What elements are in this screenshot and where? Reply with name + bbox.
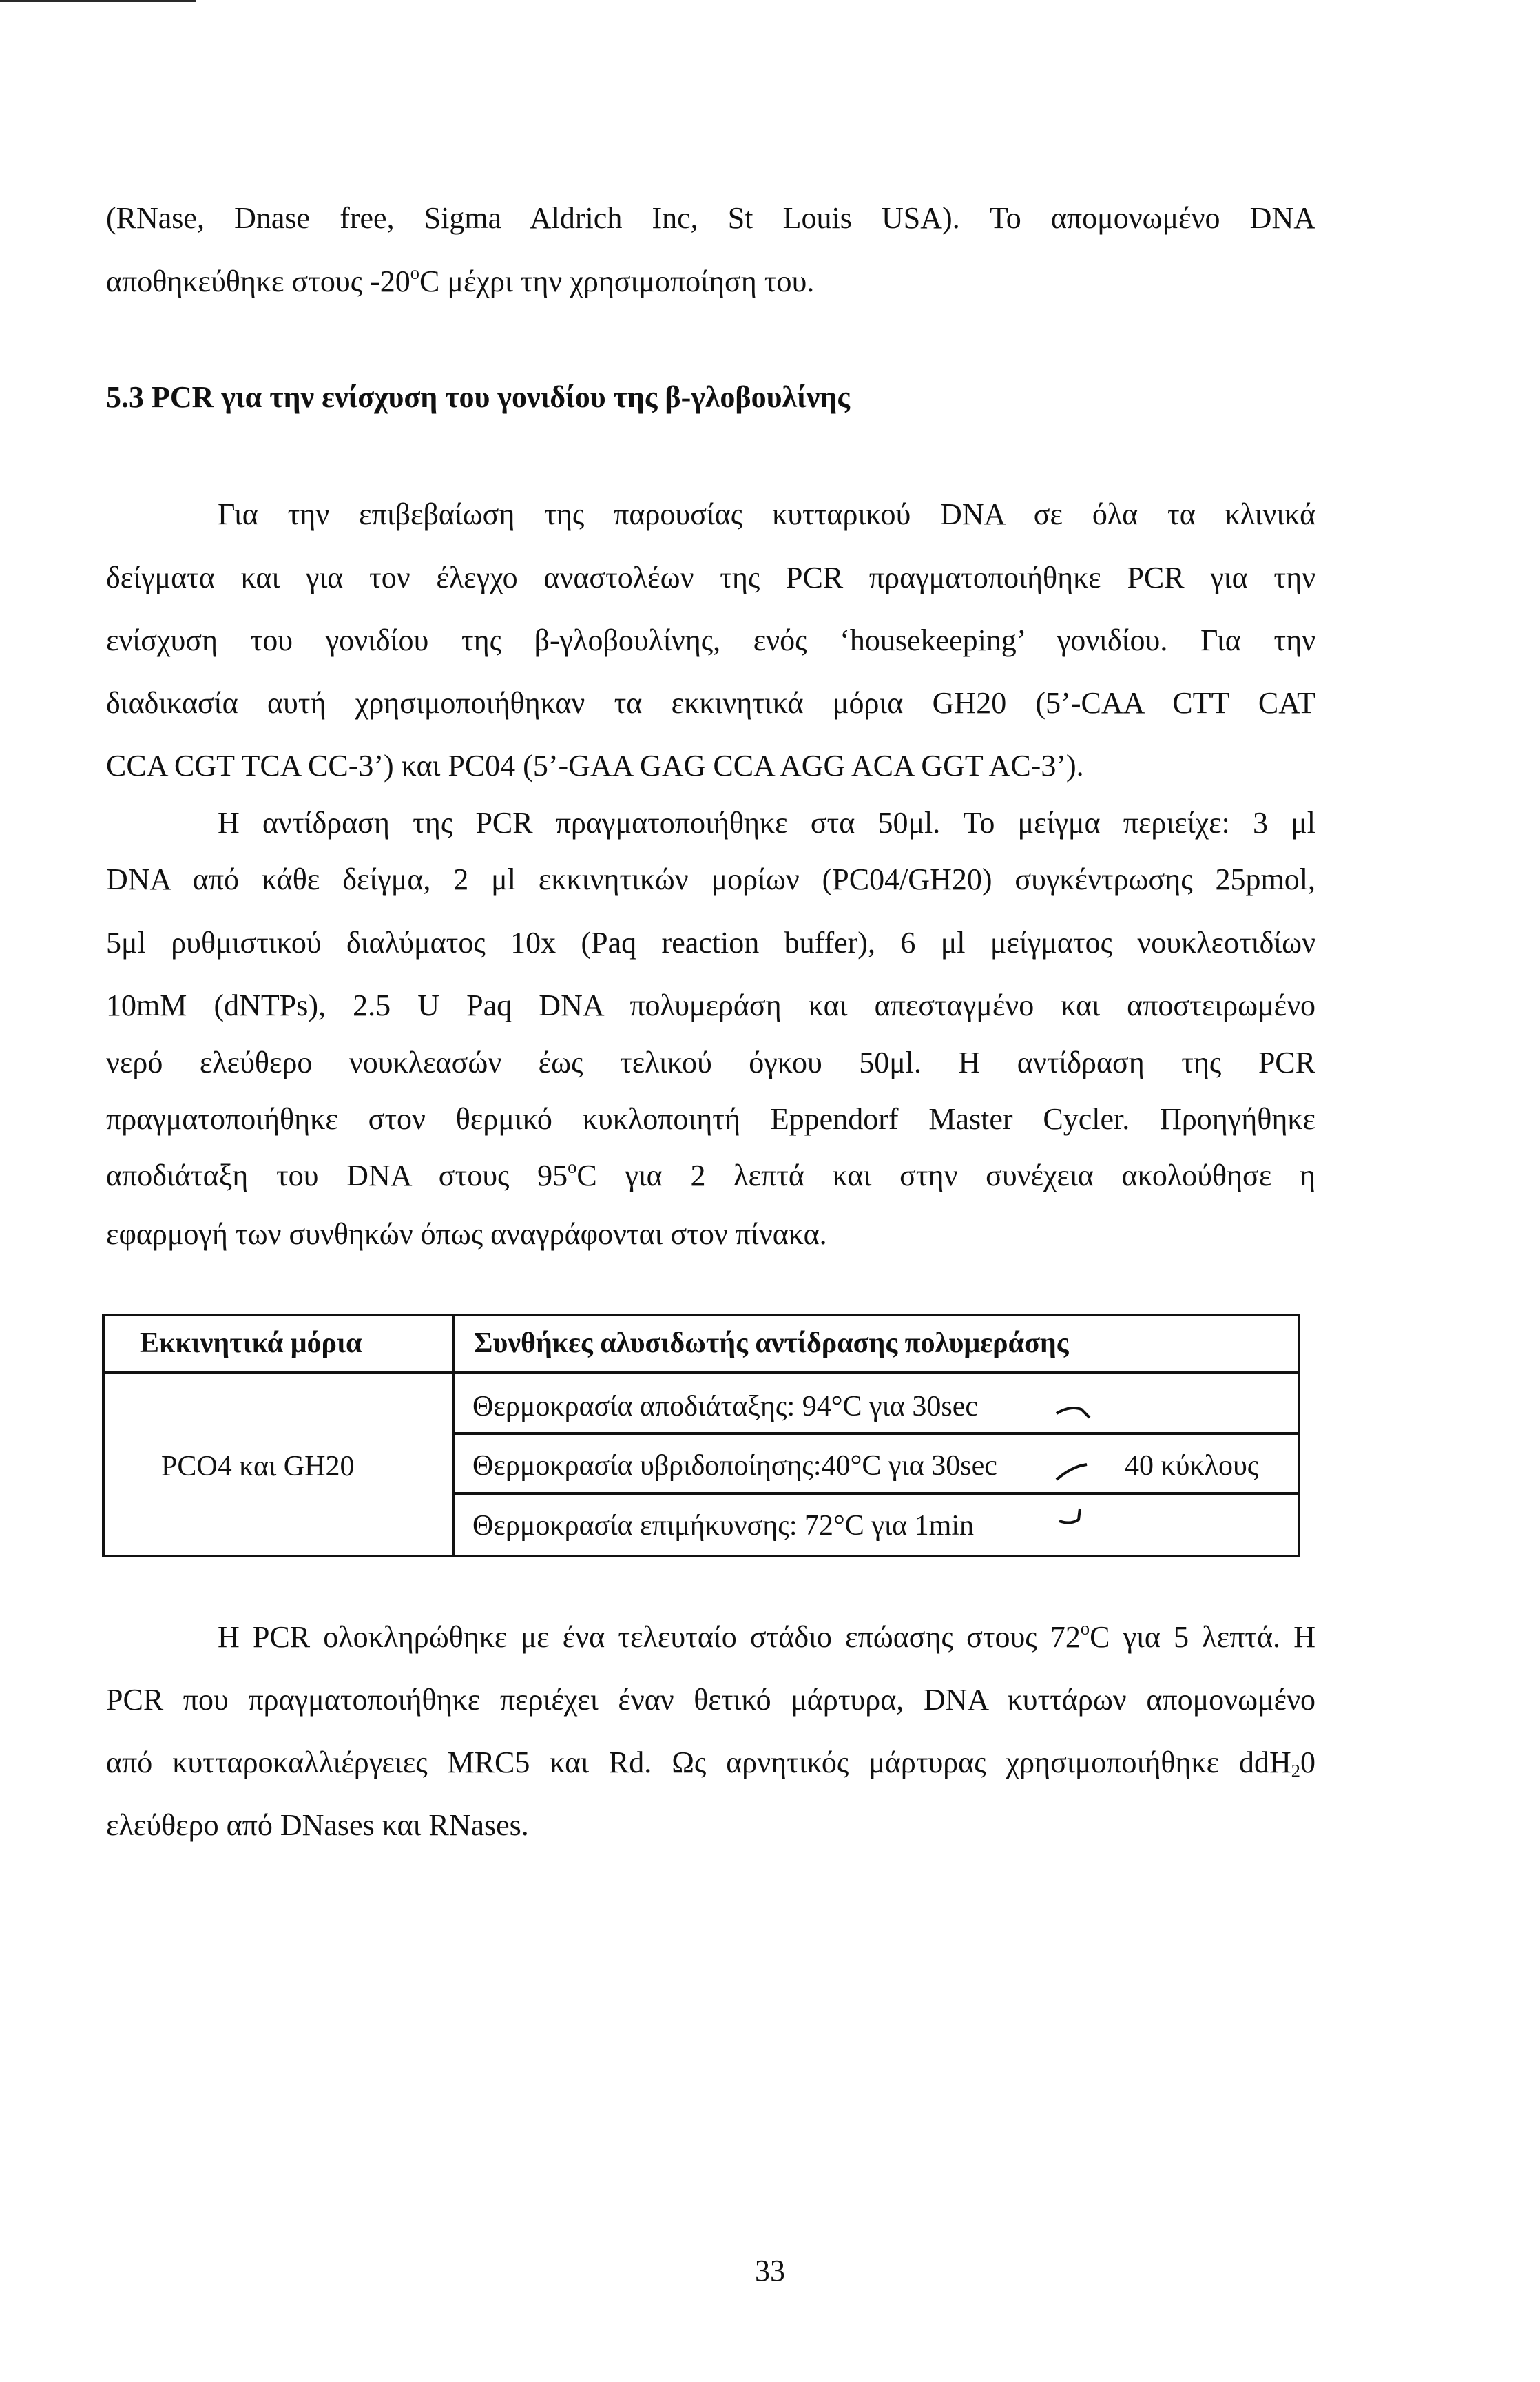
table-row-divider-1 <box>452 1432 1300 1435</box>
table-column-divider <box>452 1314 455 1557</box>
para3-line-3 <box>106 1744 1315 1781</box>
table-row-divider-2 <box>452 1492 1300 1495</box>
para3-line-2: PCR που πραγματοποιήθηκε περιέχει έναν θετικό μάρτυρα, DNA κυττάρων απομονωμένο <box>106 1683 1315 1717</box>
para3-line-4: ελεύθερο από DNases και RNases. <box>106 1808 529 1842</box>
para1-line-3: ενίσχυση του γονιδίου της β-γλοβουλίνης, ενός ‘housekeeping’ γονιδίου. Για την <box>106 623 1315 657</box>
table-cycles-cell: 40 κύκλους <box>1125 1450 1259 1482</box>
intro-line-2-text-b: C μέχρι την χρησιμοποίηση του. <box>419 265 815 298</box>
degree-sup: ο <box>568 1156 577 1177</box>
intro-line-2-text-a: αποθηκεύθηκε στους -20 <box>106 265 410 298</box>
page-number: 33 <box>755 2254 785 2288</box>
degree-sup: ο <box>410 262 419 283</box>
subscript-2: 2 <box>1291 1760 1300 1781</box>
para2-line-5: νερό ελεύθερο νουκλεασών έως τελικού όγκου 50μl. Η αντίδραση της PCR <box>106 1046 1315 1079</box>
pcr-conditions-table <box>102 1314 1300 1557</box>
table-denaturation-cell: Θερμοκρασία αποδιάταξης: 94°C για 30sec <box>472 1391 978 1422</box>
para2-line-4: 10mM (dNTPs), 2.5 U Paq DNA πολυμεράση και απεσταγμένο και αποστειρωμένο <box>106 988 1315 1022</box>
para3-line-1-b: C για 5 λεπτά. Η <box>1090 1620 1315 1654</box>
table-header-conditions: Συνθήκες αλυσιδωτής αντίδρασης πολυμεράσης <box>474 1327 1069 1359</box>
para2-line-8: εφαρμογή των συνθηκών όπως αναγράφονται στον πίνακα. <box>106 1217 827 1251</box>
para1-line-2: δείγματα και για τον έλεγχο αναστολέων της PCR πραγματοποιήθηκε PCR για την <box>106 561 1315 594</box>
intro-line-1: (RNase, Dnase free, Sigma Aldrich Inc, St Louis USA). Το απομονωμένο DNA <box>106 201 1315 235</box>
para2-line-2: DNA από κάθε δείγμα, 2 μl εκκινητικών μορίων (PC04/GH20) συγκέντρωσης 25pmol, <box>106 862 1315 896</box>
degree-sup: ο <box>1080 1617 1090 1639</box>
para2-line-6: πραγματοποιήθηκε στον θερμικό κυκλοποιητή Eppendorf Master Cycler. Προηγήθηκε <box>106 1102 1315 1136</box>
table-primers-cell: PCO4 και GH20 <box>161 1451 355 1482</box>
para2-line-1: Η αντίδραση της PCR πραγματοποιήθηκε στα 50μl. Το μείγμα περιείχε: 3 μl <box>218 806 1315 840</box>
table-extension-cell: Θερμοκρασία επιμήκυνσης: 72°C για 1min <box>472 1510 975 1542</box>
para1-line-4: διαδικασία αυτή χρησιμοποιήθηκαν τα εκκινητικά μόρια GH20 (5’-CAA CTT CAT <box>106 686 1315 720</box>
para1-line-5: CCA CGT TCA CC-3’) και PC04 (5’-GAA GAG CCA AGG ACA GGT AC-3’). <box>106 749 1084 783</box>
cycle-bracket-icon <box>1052 1400 1135 1551</box>
para2-line-3: 5μl ρυθμιστικού διαλύματος 10x (Paq reaction buffer), 6 μl μείγματος νουκλεοτιδίων <box>106 926 1315 960</box>
para2-line-7 <box>106 1157 1315 1194</box>
para1-line-1: Για την επιβεβαίωση της παρουσίας κυτταρικού DNA σε όλα τα κλινικά <box>218 497 1315 531</box>
para2-line-7-b: C για 2 λεπτά και στην συνέχεια ακολούθησε η <box>576 1159 1315 1192</box>
para2-line-7-a: αποδιάταξη του DNA στους 95 <box>106 1159 568 1192</box>
table-annealing-cell: Θερμοκρασία υβριδοποίησης:40°C για 30sec <box>472 1450 997 1482</box>
para3-line-3-b: 0 <box>1300 1746 1315 1779</box>
table-header-divider <box>102 1371 1300 1374</box>
para3-line-1 <box>218 1619 1315 1656</box>
section-heading: 5.3 PCR για την ενίσχυση του γονιδίου της β-γλοβουλίνης <box>106 380 850 414</box>
top-rule <box>0 0 196 2</box>
para3-line-1-a: Η PCR ολοκληρώθηκε με ένα τελευταίο στάδιο επώασης στους 72 <box>218 1620 1081 1654</box>
table-header-primers: Εκκινητικά μόρια <box>140 1327 362 1359</box>
intro-line-2 <box>106 263 814 300</box>
para3-line-3-a: από κυτταροκαλλιέργειες MRC5 και Rd. Ως αρνητικός μάρτυρας χρησιμοποιήθηκε ddH <box>106 1746 1291 1779</box>
